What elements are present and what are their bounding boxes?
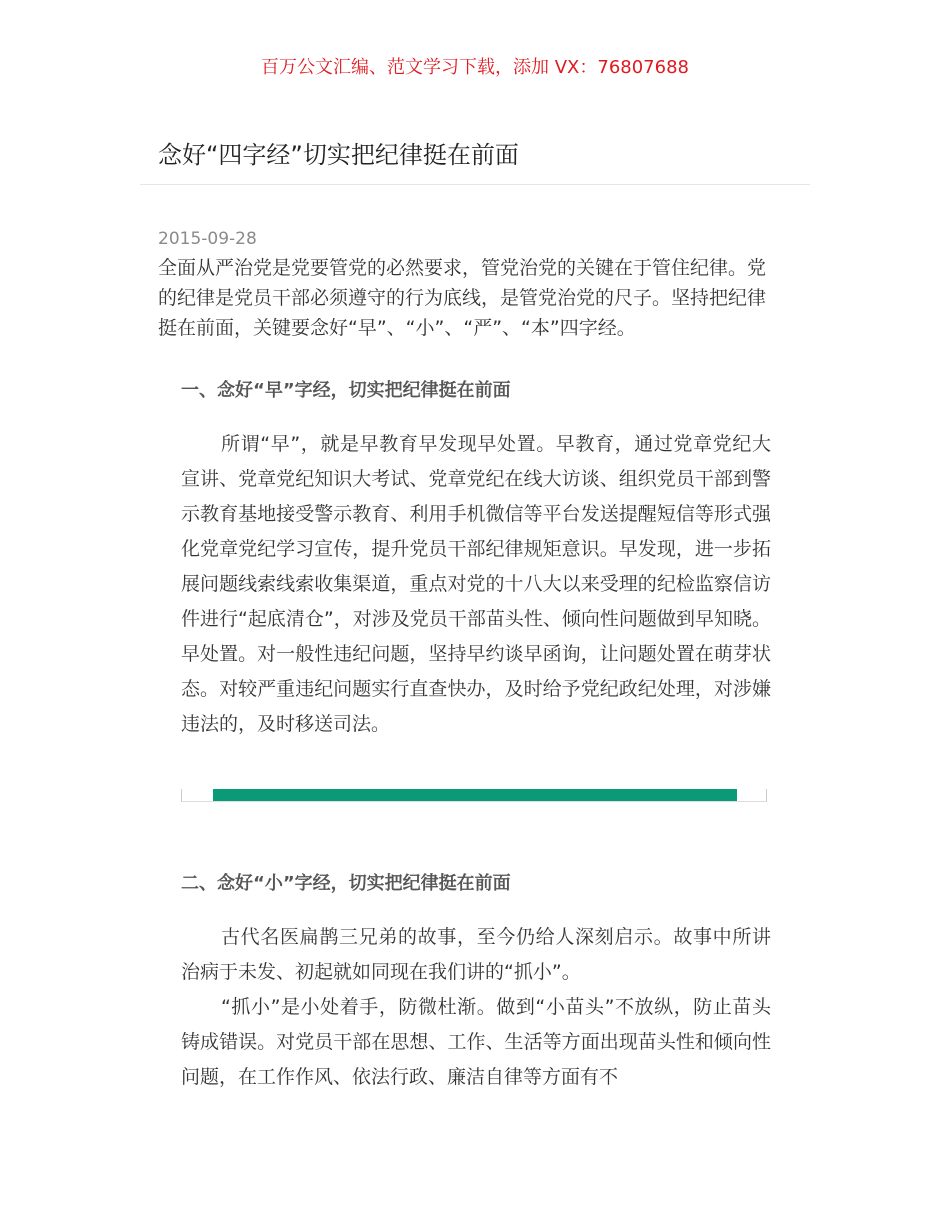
- article-title: 念好“四字经”切实把纪律挺在前面: [158, 141, 519, 169]
- section-2-heading: 二、念好“小”字经，切实把纪律挺在前面: [181, 873, 511, 894]
- section-2-paragraph-1: 古代名医扁鹊三兄弟的故事，至今仍给人深刻启示。故事中所讲治病于未发、初起就如同现在我们讲的“抓小”。: [181, 926, 771, 983]
- section-1-paragraph: 所谓“早”，就是早教育早发现早处置。早教育，通过党章党纪大宣讲、党章党纪知识大考试、党章党纪在线大访谈、组织党员干部到警示教育基地接受警示教育、利用手机微信等平台发送提醒短信等形式强化党章党纪学习宣传，提升党员干部纪律规矩意识。早发现，进一步拓展问题线索线索收集渠道，重点对党的十八大以来受理的纪检监察信访件进行“起底清仓”，对涉及党员干部苗头性、倾向性问题做到早知晓。早处置。对一般性违纪问题，坚持早约谈早函询，让问题处置在萌芽状态。对较严重违纪问题实行直查快办，及时给予党纪政纪处理，对涉嫌违法的，及时移送司法。: [181, 433, 771, 735]
- section-divider: [181, 789, 767, 802]
- article-intro: 全面从严治党是党要管党的必然要求，管党治党的关键在于管住纪律。党的纪律是党员干部必须遵守的行为底线，是管党治党的尺子。坚持把纪律挺在前面，关键要念好“早”、“小”、“严”、“本”四字经。: [158, 257, 767, 339]
- accent-bar: [213, 789, 737, 801]
- section-2-paragraph-2: “抓小”是小处着手，防微杜渐。做到“小苗头”不放纵，防止苗头铸成错误。对党员干部在思想、工作、生活等方面出现苗头性和倾向性问题，在工作作风、依法行政、廉洁自律等方面有不: [181, 996, 771, 1088]
- section-1-heading: 一、念好“早”字经，切实把纪律挺在前面: [181, 380, 511, 401]
- title-divider: [140, 184, 810, 185]
- promo-banner: 百万公文汇编、范文学习下载，添加 VX：76807688: [261, 57, 689, 78]
- article-date: 2015-09-28: [158, 229, 257, 249]
